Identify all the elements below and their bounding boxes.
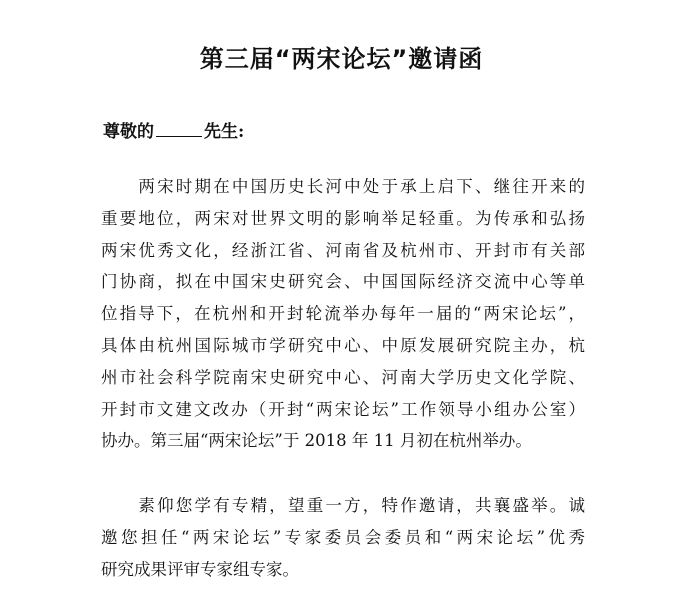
salutation-prefix: 尊敬的 [103,122,154,142]
paragraph-intro [101,171,585,457]
paragraph-line: 开封市文建文改办（开封“两宋论坛”工作领导小组办公室） [101,399,585,419]
paragraph-invitation [101,490,585,585]
paragraph-line: 邀您担任“两宋论坛”专家委员会委员和“两宋论坛”优秀 [101,527,585,547]
paragraph-line: 具体由杭州国际城市学研究中心、中原发展研究院主办，杭 [101,335,585,355]
paragraph-line: 两宋时期在中国历史长河中处于承上启下、继往开来的 [101,177,585,196]
document-title: 第三届“两宋论坛”邀请函 [199,45,484,73]
paragraph-line: 协办。第三届“两宋论坛”于 2018 年 11 月初在杭州举办。 [101,431,532,451]
name-blank-underline [156,119,202,137]
paragraph-line: 研究成果评审专家组专家。 [101,559,299,579]
paragraph-line: 两宋优秀文化，经浙江省、河南省及杭州市、开封市有关部 [101,240,585,260]
paragraph-line: 重要地位，两宋对世界文明的影响举足轻重。为传承和弘扬 [101,208,585,228]
paragraph-line: 州市社会科学院南宋史研究中心、河南大学历史文化学院、 [101,367,585,387]
paragraph-line: 素仰您学有专精，望重一方，特作邀请，共襄盛举。诚 [101,496,585,515]
salutation-suffix: 先生: [204,122,245,142]
salutation [103,119,244,145]
paragraph-line: 门协商，拟在中国宋史研究会、中国国际经济交流中心等单 [101,272,585,292]
paragraph-line: 位指导下，在杭州和开封轮流举办每年一届的“两宋论坛”， [101,304,585,324]
